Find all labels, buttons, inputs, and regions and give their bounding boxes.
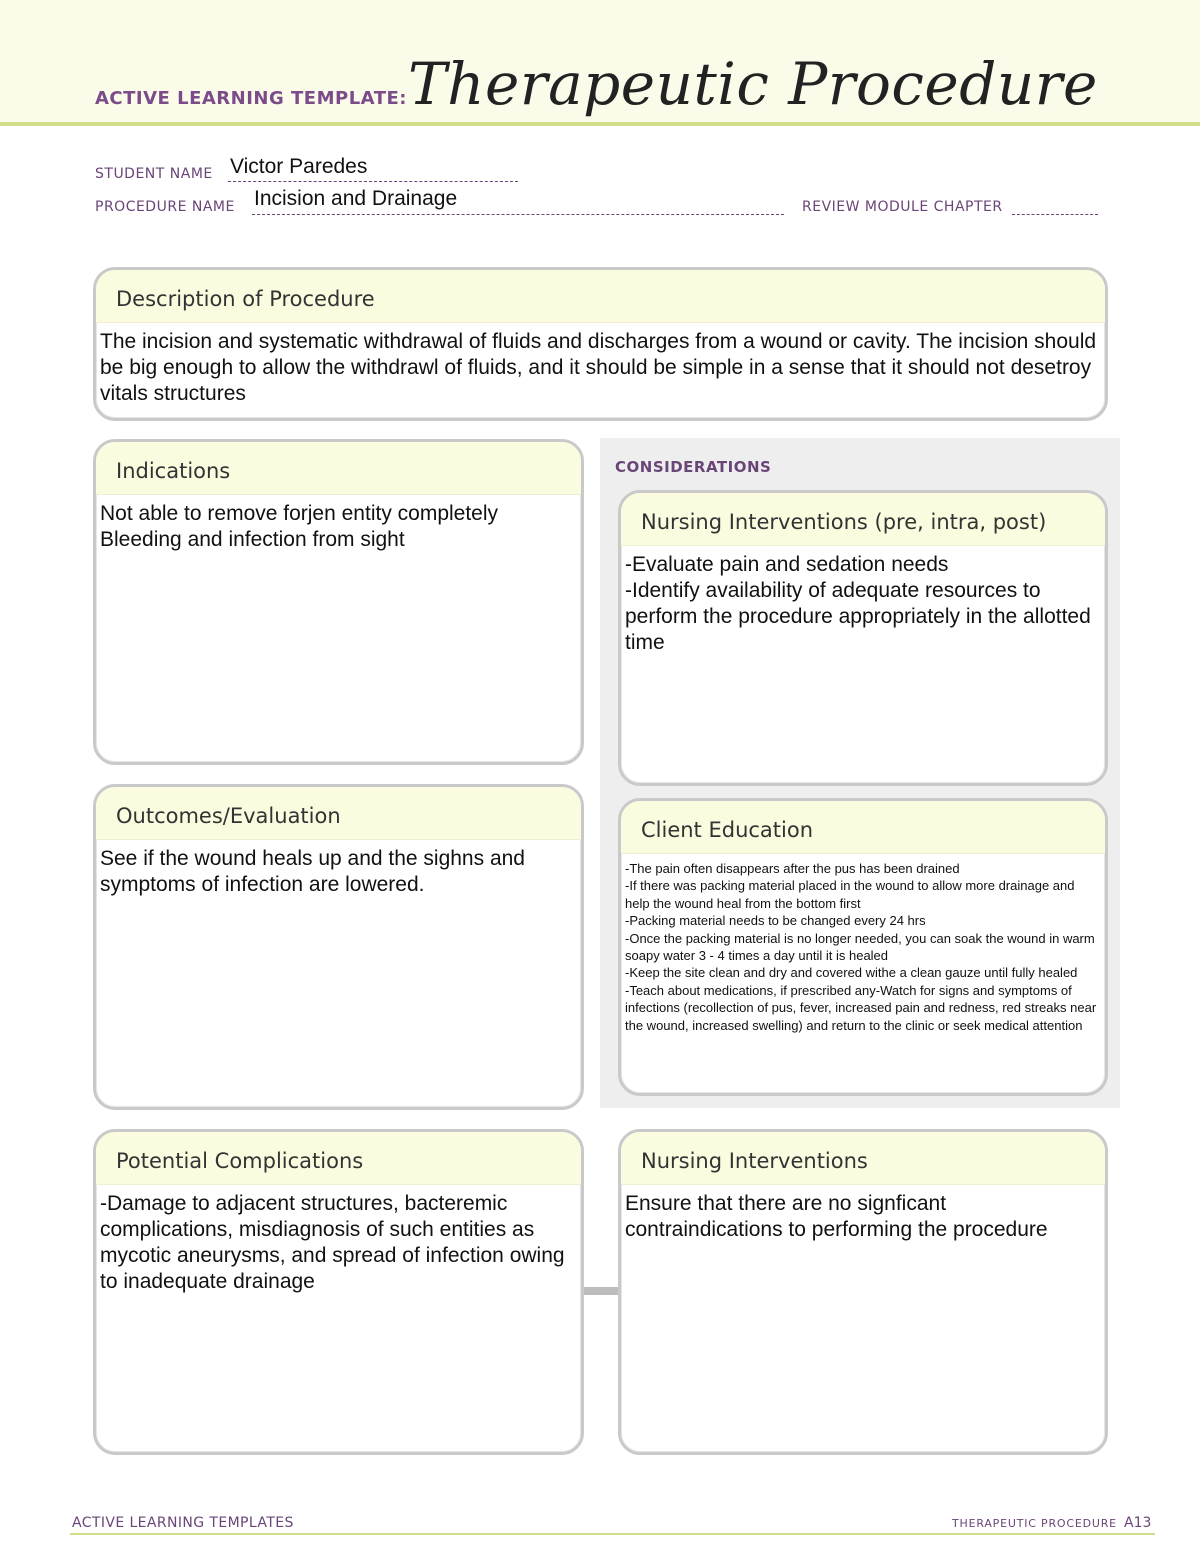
template-label: ACTIVE LEARNING TEMPLATE: — [95, 88, 407, 109]
outcomes-title: Outcomes/Evaluation — [96, 787, 581, 840]
client-education-box — [618, 798, 1108, 1096]
footer-page-number: A13 — [1124, 1515, 1152, 1531]
description-body[interactable]: The incision and systematic withdrawal of fluids and discharges from a wound or cavity. The incision should be big enough to allow the withdrawl of fluids, and it should be simple in a sense that it should not desetroy vitals structures — [100, 330, 1097, 405]
outcomes-box — [93, 784, 584, 1110]
nursing-interventions-pip-title: Nursing Interventions (pre, intra, post) — [621, 493, 1105, 546]
indications-body[interactable]: Not able to remove forjen entity completely Bleeding and infection from sight — [100, 502, 499, 551]
potential-complications-title: Potential Complications — [96, 1132, 581, 1185]
considerations-title: CONSIDERATIONS — [615, 458, 772, 476]
student-name-field[interactable]: Victor Paredes — [230, 155, 368, 178]
review-module-line — [1012, 213, 1098, 215]
client-education-title: Client Education — [621, 801, 1105, 854]
outcomes-body[interactable]: See if the wound heals up and the sighns and symptoms of infection are lowered. — [100, 847, 525, 896]
procedure-name-field[interactable]: Incision and Drainage — [254, 187, 458, 210]
description-box — [93, 267, 1108, 421]
nursing-interventions-title: Nursing Interventions — [621, 1132, 1105, 1185]
nursing-interventions-pip-body[interactable]: -Evaluate pain and sedation needs -Identify availability of adequate resources to perform the procedure appropriately in the allotted time — [625, 553, 1091, 654]
review-module-label: REVIEW MODULE CHAPTER — [802, 199, 1003, 215]
indications-box — [93, 439, 584, 765]
footer-line — [70, 1533, 1155, 1535]
nursing-interventions-pip-box — [618, 490, 1108, 786]
connector-bar — [580, 1287, 620, 1295]
indications-title: Indications — [96, 442, 581, 495]
student-name-line — [228, 180, 518, 182]
potential-complications-body[interactable]: -Damage to adjacent structures, bacteremic complications, misdiagnosis of such entities as mycotic aneurysms, and spread of infection owing to inadequate drainage — [100, 1192, 565, 1293]
template-title: Therapeutic Procedure — [408, 50, 1098, 118]
nursing-interventions-body[interactable]: Ensure that there are no signficant contraindications to performing the procedure — [625, 1192, 1048, 1241]
footer-left: ACTIVE LEARNING TEMPLATES — [72, 1515, 294, 1531]
footer-right: THERAPEUTIC PROCEDURE — [952, 1517, 1117, 1530]
procedure-name-label: PROCEDURE NAME — [95, 199, 235, 215]
procedure-name-line — [252, 213, 784, 215]
student-name-label: STUDENT NAME — [95, 166, 213, 182]
potential-complications-box — [93, 1129, 584, 1455]
nursing-interventions-box — [618, 1129, 1108, 1455]
description-title: Description of Procedure — [96, 270, 1105, 323]
client-education-body[interactable]: -The pain often disappears after the pus has been drained -If there was packing material placed in the wound to allow more drainage and help the wound heal from the bottom first -Packing material needs to be changed every 24 hrs -Once the packing material is no longer needed, you can soak the wound in warm soapy water 3 - 4 times a day until it is healed -Keep the site clean and dry and covered withe a clean gauze until fully healed -Teach about medications, if prescribed any-Watch for signs and symptoms of infections (recollection of pus, fever, increased pain and redness, red streaks near the wound, increased swelling) and return to the clinic or seek medical attention — [625, 861, 1097, 1033]
